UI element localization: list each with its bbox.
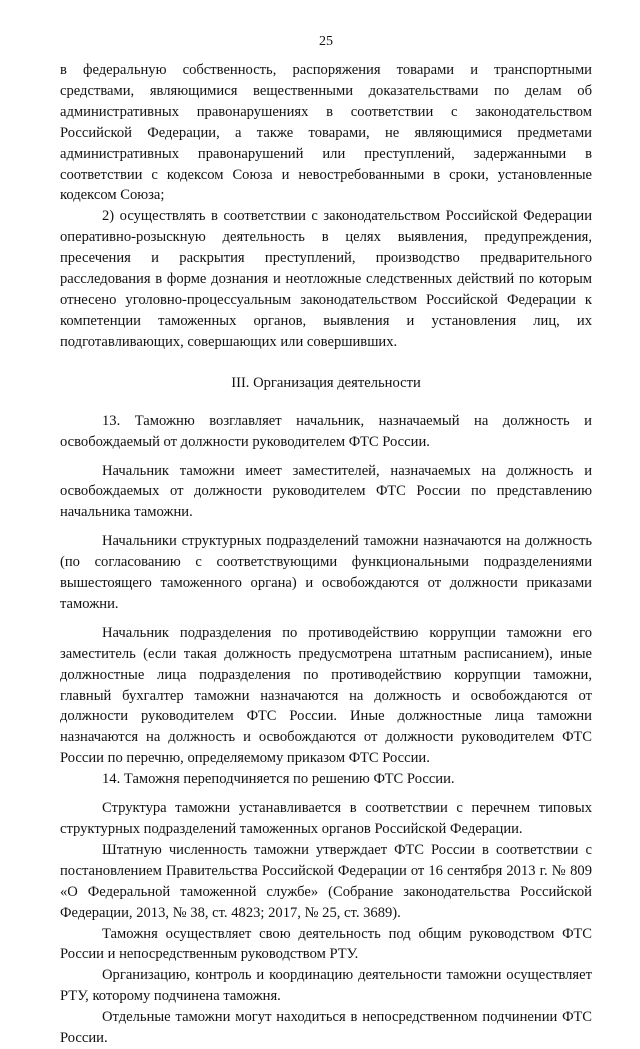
paragraph: Структура таможни устанавливается в соответствии с перечнем типовых структурных подразделений таможенных органов Российской Федерации.	[60, 800, 592, 837]
paragraph: Начальники структурных подразделений таможни назначаются на должность (по согласованию с соответствующими функциональными подразделениями вышестоящего таможенного органа) и освобождаются от должности приказами таможни.	[60, 533, 592, 612]
paragraph: Штатную численность таможни утверждает ФТС России в соответствии с постановлением Правительства Российской Федерации от 16 сентября 2013 г. № 809 «О Федеральной таможенной службе» (Собрание законодательства Российской Федерации, 2013, № 38, ст. 4823; 2017, № 25, ст. 3689).	[60, 841, 592, 921]
paragraph: 14. Таможня переподчиняется по решению ФТС России.	[102, 771, 455, 788]
paragraph: Начальник таможни имеет заместителей, назначаемых на должность и освобождаемых от должности руководителем ФТС России по представлению начальника таможни.	[60, 462, 592, 521]
page-number: 25	[319, 34, 333, 49]
paragraph: Организацию, контроль и координацию деятельности таможни осуществляет РТУ, которому подчинена таможня.	[60, 967, 592, 1005]
paragraph: Начальник подразделения по противодействию коррупции таможни его заместитель (если такая должность предусмотрена штатным расписанием), иные должностные лица подразделения по противодействию коррупции таможни, главный бухгалтер таможни назначаются на должность и освобождаются от должности руководителем ФТС России. Иные должностные лица таможни назначаются на должность и освобождаются от должности руководителем ФТС России по перечню, определяемому приказом ФТС России.	[60, 624, 592, 767]
paragraph: 2) осуществлять в соответствии с законодательством Российской Федерации оперативно-розыскную деятельность в целях выявления, предупреждения, пресечения и раскрытия преступлений, производство предварительного расследования в форме дознания и неотложные следственных действий по которым отнесено уголовно-процессуальным законодательством Российской Федерации к компетенции таможенных органов, выявления и установления лиц, их подготавливающих, совершающих или совершивших.	[60, 208, 592, 350]
paragraph: в федеральную собственность, распоряжения товарами и транспортными средствами, являющимися вещественными доказательствами по делам об административных правонарушениях в соответствии с законодательством Российской Федерации, а также товарами, не являющимися предметами административных правонарушений или преступлений, задержанными в соответствии с кодексом Союза и невостребованными в сроки, установленные кодексом Союза;	[60, 62, 592, 204]
paragraph: Отдельные таможни могут находиться в непосредственном подчинении ФТС России.	[60, 1009, 592, 1047]
paragraph: 13. Таможню возглавляет начальник, назначаемый на должность и освобождаемый от должности руководителем ФТС России.	[60, 412, 592, 450]
paragraph: Таможня осуществляет свою деятельность под общим руководством ФТС России и непосредственным руководством РТУ.	[60, 925, 592, 963]
section-heading: III. Организация деятельности	[231, 374, 421, 391]
